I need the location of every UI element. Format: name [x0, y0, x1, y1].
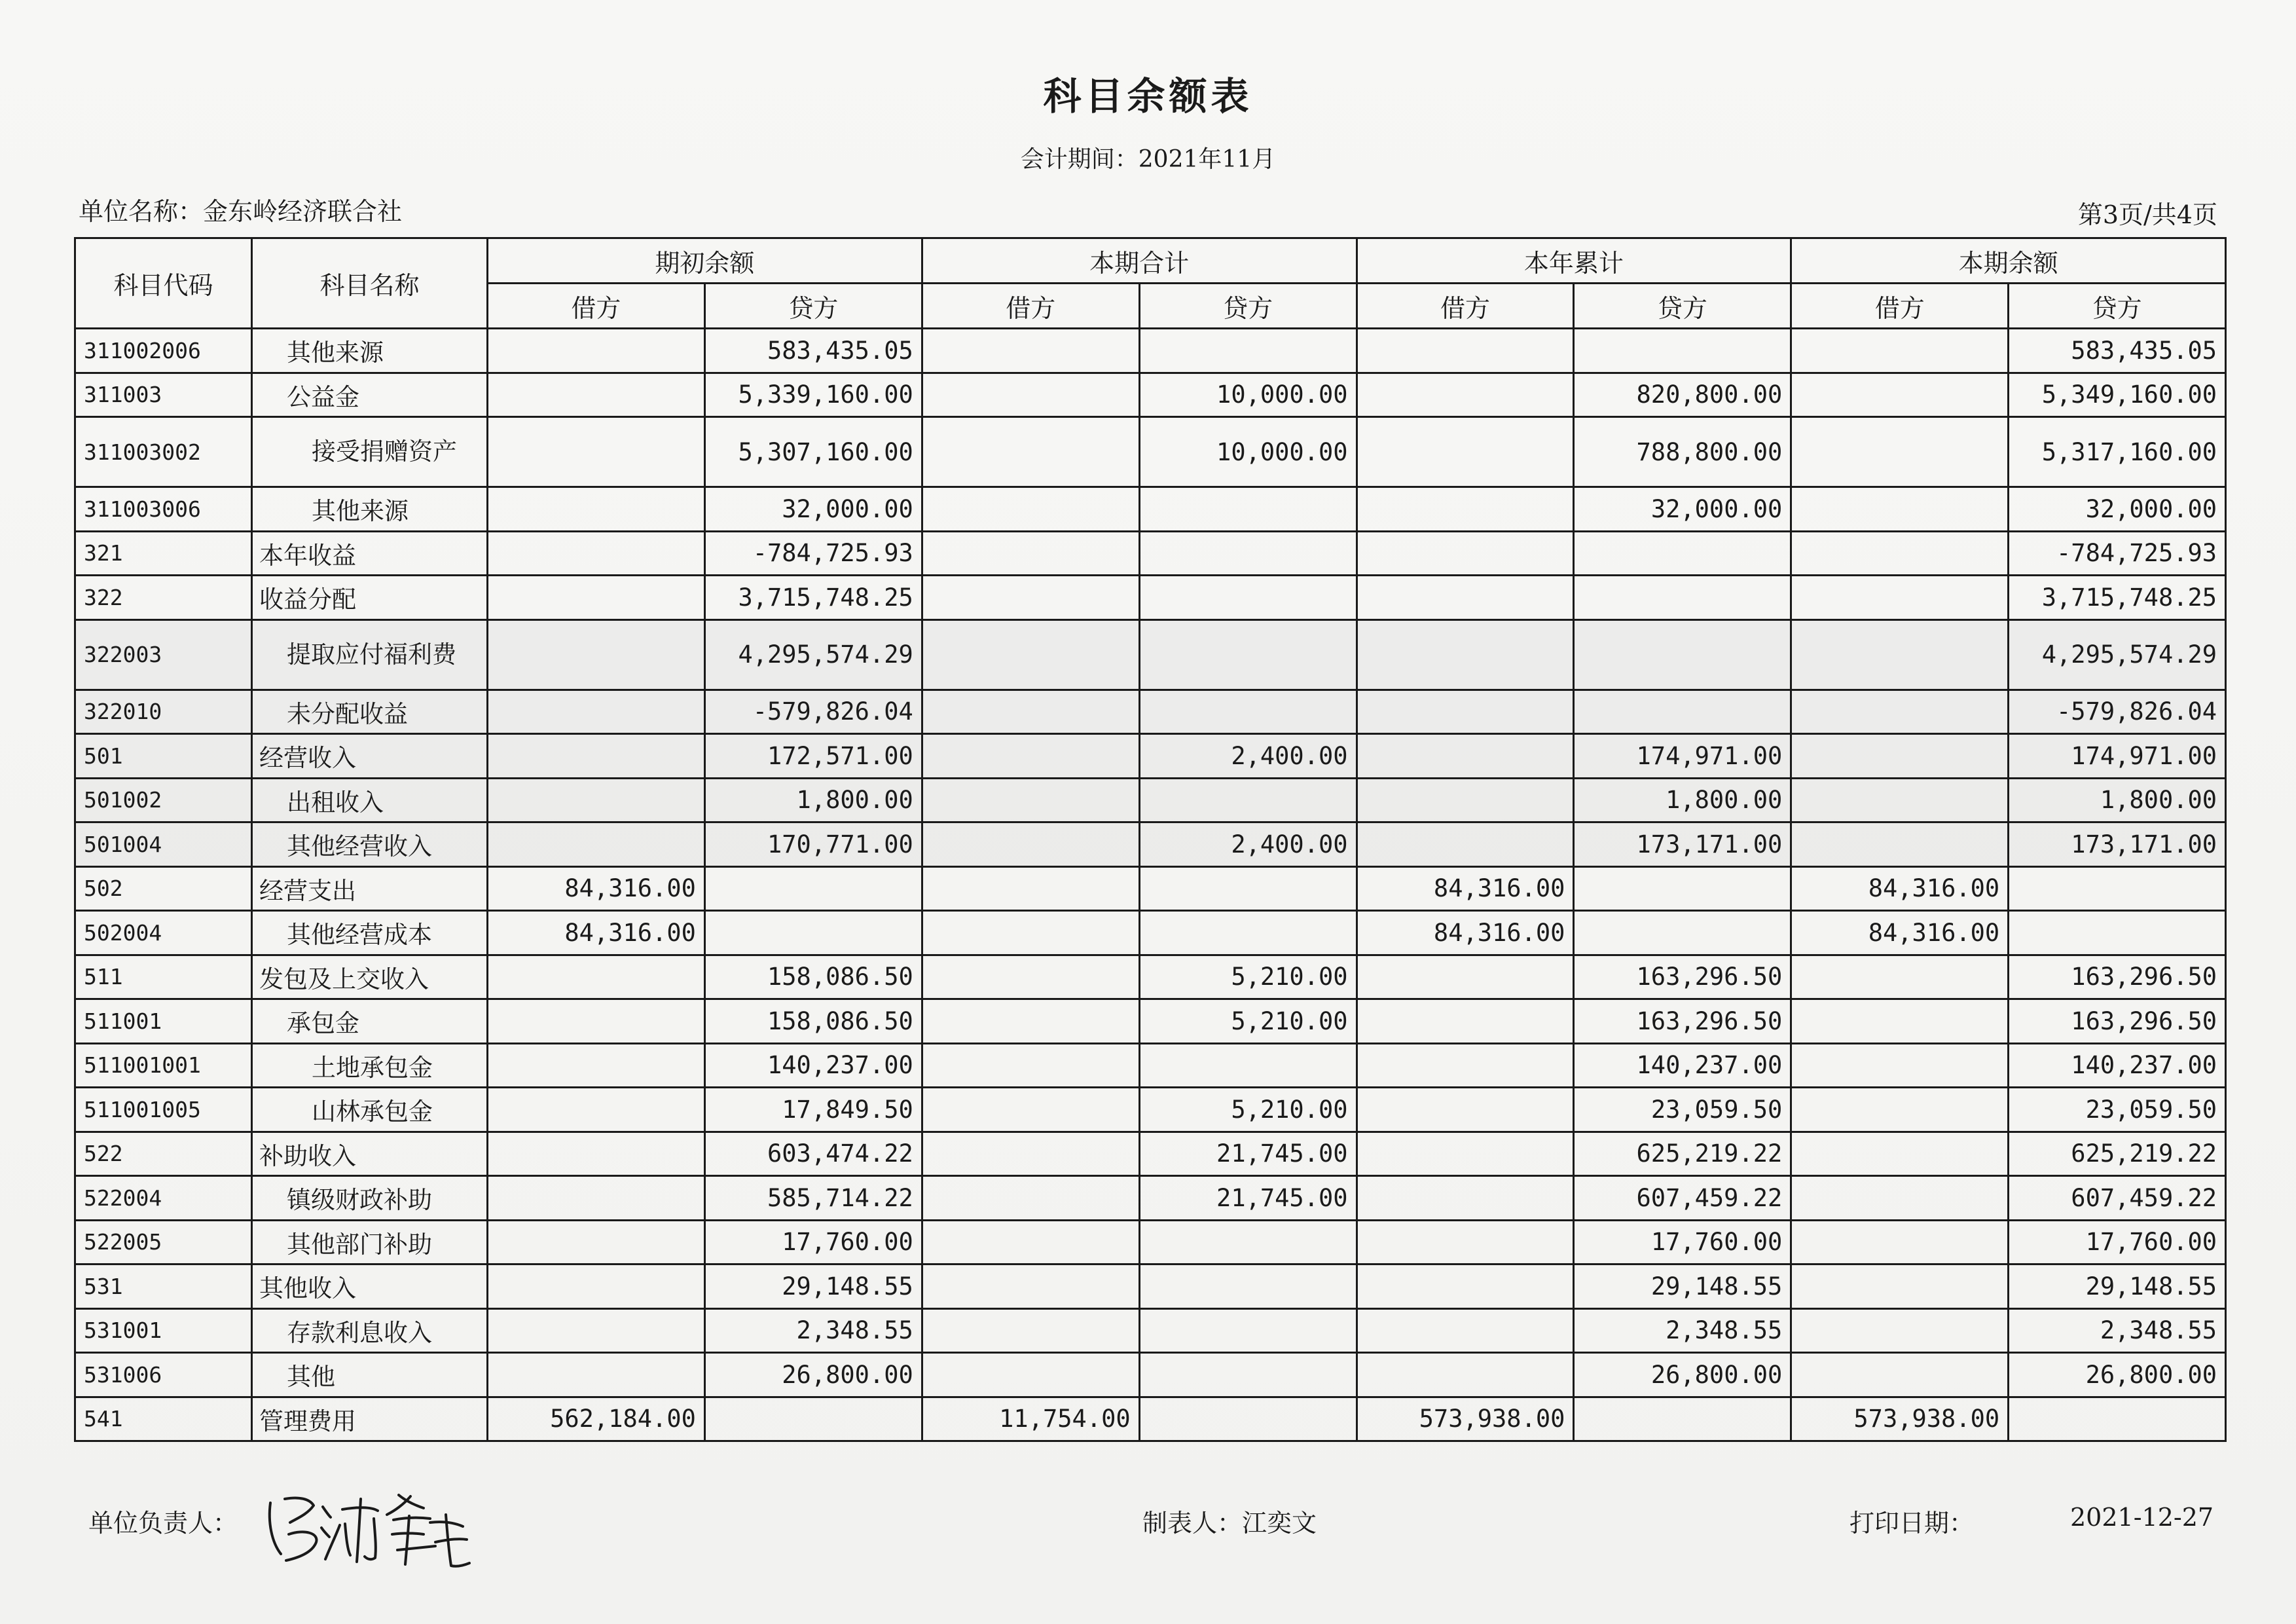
header-debit: 借方 — [488, 284, 705, 329]
account-name-cell: 经营收入 — [252, 734, 488, 779]
closing-debit-cell — [1791, 1043, 2009, 1088]
ytd-debit-cell — [1357, 734, 1574, 779]
period-credit-cell — [1139, 487, 1357, 532]
table-row — [75, 866, 2226, 911]
ytd-debit-cell — [1357, 1308, 1574, 1353]
account-code-cell: 531 — [75, 1264, 252, 1309]
opening-debit-cell — [488, 999, 705, 1044]
closing-debit-cell — [1791, 1264, 2009, 1309]
header-debit: 借方 — [1791, 284, 2009, 329]
opening-credit-cell: -784,725.93 — [704, 531, 922, 576]
period-credit-cell: 10,000.00 — [1139, 417, 1357, 487]
opening-debit-cell — [488, 778, 705, 822]
opening-credit-cell: 4,295,574.29 — [704, 619, 922, 690]
opening-debit-cell — [488, 1176, 705, 1221]
ytd-credit-cell: 163,296.50 — [1574, 955, 1791, 999]
table-row — [75, 1353, 2226, 1397]
account-code-cell: 311003002 — [75, 417, 252, 487]
closing-debit-cell: 573,938.00 — [1791, 1397, 2009, 1441]
period-debit-cell — [922, 866, 1139, 911]
period-debit-cell — [922, 955, 1139, 999]
closing-credit-cell: 174,971.00 — [2009, 734, 2226, 779]
table-row — [75, 955, 2226, 999]
ytd-credit-cell — [1574, 329, 1791, 373]
ytd-debit-cell — [1357, 1088, 1574, 1132]
account-name-cell: 本年收益 — [252, 531, 488, 576]
ytd-credit-cell: 163,296.50 — [1574, 999, 1791, 1044]
period-credit-cell: 21,745.00 — [1139, 1132, 1357, 1176]
closing-debit-cell — [1791, 1308, 2009, 1353]
closing-credit-cell: -579,826.04 — [2009, 690, 2226, 734]
ytd-credit-cell: 2,348.55 — [1574, 1308, 1791, 1353]
ytd-debit-cell — [1357, 999, 1574, 1044]
account-code-cell: 511 — [75, 955, 252, 999]
period-credit-cell — [1139, 1397, 1357, 1441]
closing-credit-cell: 3,715,748.25 — [2009, 576, 2226, 620]
ytd-debit-cell — [1357, 619, 1574, 690]
report-title: 科目余额表 — [1043, 74, 1253, 119]
account-code-cell: 321 — [75, 531, 252, 576]
table-row — [75, 1132, 2226, 1176]
closing-credit-cell: 23,059.50 — [2009, 1088, 2226, 1132]
table-row — [75, 1088, 2226, 1132]
account-name-cell: 发包及上交收入 — [252, 955, 488, 999]
opening-debit-cell — [488, 1043, 705, 1088]
table-row — [75, 329, 2226, 373]
period-credit-cell — [1139, 1353, 1357, 1397]
ytd-credit-cell: 173,171.00 — [1574, 822, 1791, 867]
header-group-period-total: 本期合计 — [922, 238, 1357, 284]
opening-debit-cell — [488, 1264, 705, 1309]
opening-credit-cell: 172,571.00 — [704, 734, 922, 779]
table-row — [75, 1043, 2226, 1088]
table-body — [75, 329, 2226, 1441]
ytd-debit-cell — [1357, 1353, 1574, 1397]
account-name-cell: 其他经营收入 — [252, 822, 488, 867]
opening-credit-cell: 32,000.00 — [704, 487, 922, 532]
ytd-credit-cell: 32,000.00 — [1574, 487, 1791, 532]
closing-credit-cell: 2,348.55 — [2009, 1308, 2226, 1353]
closing-credit-cell: 625,219.22 — [2009, 1132, 2226, 1176]
ytd-credit-cell: 1,800.00 — [1574, 778, 1791, 822]
period-credit-cell: 2,400.00 — [1139, 822, 1357, 867]
ytd-credit-cell: 17,760.00 — [1574, 1220, 1791, 1264]
ytd-debit-cell — [1357, 1132, 1574, 1176]
header-group-opening: 期初余额 — [488, 238, 922, 284]
account-name-cell: 其他 — [252, 1353, 488, 1397]
account-name-cell: 提取应付福利费 — [252, 619, 488, 690]
account-code-cell: 511001005 — [75, 1088, 252, 1132]
closing-credit-cell: -784,725.93 — [2009, 531, 2226, 576]
opening-credit-cell: 158,086.50 — [704, 955, 922, 999]
closing-debit-cell — [1791, 1176, 2009, 1221]
accounting-period: 会计期间：2021年11月 — [1020, 146, 1276, 173]
period-debit-cell — [922, 1043, 1139, 1088]
account-code-cell: 531001 — [75, 1308, 252, 1353]
period-debit-cell — [922, 734, 1139, 779]
table-row — [75, 1397, 2226, 1441]
account-code-cell: 531006 — [75, 1353, 252, 1397]
opening-credit-cell: 5,307,160.00 — [704, 417, 922, 487]
opening-credit-cell: 17,849.50 — [704, 1088, 922, 1132]
table-row — [75, 531, 2226, 576]
period-credit-cell — [1139, 911, 1357, 955]
closing-credit-cell: 5,349,160.00 — [2009, 373, 2226, 417]
period-debit-cell: 11,754.00 — [922, 1397, 1139, 1441]
header-account-code: 科目代码 — [75, 238, 252, 329]
ytd-credit-cell — [1574, 690, 1791, 734]
account-code-cell: 502004 — [75, 911, 252, 955]
closing-debit-cell — [1791, 690, 2009, 734]
opening-credit-cell: 26,800.00 — [704, 1353, 922, 1397]
account-code-cell: 502 — [75, 866, 252, 911]
period-credit-cell — [1139, 690, 1357, 734]
opening-credit-cell: 3,715,748.25 — [704, 576, 922, 620]
period-debit-cell — [922, 373, 1139, 417]
ytd-debit-cell — [1357, 1176, 1574, 1221]
closing-credit-cell — [2009, 866, 2226, 911]
table-row — [75, 417, 2226, 487]
table-row — [75, 911, 2226, 955]
period-debit-cell — [922, 822, 1139, 867]
closing-debit-cell — [1791, 1220, 2009, 1264]
ytd-debit-cell — [1357, 487, 1574, 532]
account-code-cell: 501 — [75, 734, 252, 779]
closing-credit-cell: 163,296.50 — [2009, 999, 2226, 1044]
closing-credit-cell: 607,459.22 — [2009, 1176, 2226, 1221]
header-group-ytd: 本年累计 — [1357, 238, 1791, 284]
account-code-cell: 522 — [75, 1132, 252, 1176]
period-debit-cell — [922, 329, 1139, 373]
unit-name: 单位名称：金东岭经济联合社 — [79, 197, 403, 226]
closing-credit-cell — [2009, 911, 2226, 955]
ytd-debit-cell — [1357, 329, 1574, 373]
closing-credit-cell: 32,000.00 — [2009, 487, 2226, 532]
table-row — [75, 373, 2226, 417]
account-code-cell: 522004 — [75, 1176, 252, 1221]
table-row — [75, 690, 2226, 734]
table-row — [75, 576, 2226, 620]
period-debit-cell — [922, 1088, 1139, 1132]
closing-credit-cell: 163,296.50 — [2009, 955, 2226, 999]
account-code-cell: 501004 — [75, 822, 252, 867]
closing-debit-cell — [1791, 955, 2009, 999]
header-group-closing: 本期余额 — [1791, 238, 2226, 284]
period-credit-cell — [1139, 1264, 1357, 1309]
table-row — [75, 822, 2226, 867]
handwritten-signature — [259, 1477, 475, 1575]
table-row — [75, 1220, 2226, 1264]
ytd-debit-cell — [1357, 955, 1574, 999]
account-code-cell: 511001 — [75, 999, 252, 1044]
print-date-value: 2021-12-27 — [2070, 1503, 2214, 1532]
period-credit-cell — [1139, 619, 1357, 690]
closing-debit-cell: 84,316.00 — [1791, 911, 2009, 955]
ytd-debit-cell: 84,316.00 — [1357, 866, 1574, 911]
ytd-credit-cell — [1574, 866, 1791, 911]
period-debit-cell — [922, 619, 1139, 690]
ytd-debit-cell — [1357, 417, 1574, 487]
period-debit-cell — [922, 1132, 1139, 1176]
opening-debit-cell — [488, 822, 705, 867]
period-credit-cell: 2,400.00 — [1139, 734, 1357, 779]
account-name-cell: 未分配收益 — [252, 690, 488, 734]
opening-credit-cell: 1,800.00 — [704, 778, 922, 822]
table-row — [75, 619, 2226, 690]
closing-debit-cell — [1791, 778, 2009, 822]
opening-debit-cell — [488, 1308, 705, 1353]
opening-debit-cell — [488, 487, 705, 532]
closing-debit-cell — [1791, 576, 2009, 620]
header-credit: 贷方 — [1574, 284, 1791, 329]
ytd-credit-cell: 820,800.00 — [1574, 373, 1791, 417]
period-debit-cell — [922, 690, 1139, 734]
ytd-debit-cell — [1357, 373, 1574, 417]
opening-credit-cell: 17,760.00 — [704, 1220, 922, 1264]
ytd-debit-cell — [1357, 690, 1574, 734]
account-name-cell: 土地承包金 — [252, 1043, 488, 1088]
period-credit-cell: 21,745.00 — [1139, 1176, 1357, 1221]
header-credit: 贷方 — [2009, 284, 2226, 329]
account-name-cell: 其他来源 — [252, 329, 488, 373]
period-debit-cell — [922, 576, 1139, 620]
closing-debit-cell — [1791, 417, 2009, 487]
ytd-credit-cell: 788,800.00 — [1574, 417, 1791, 487]
table-row — [75, 734, 2226, 779]
closing-debit-cell — [1791, 373, 2009, 417]
opening-credit-cell: 29,148.55 — [704, 1264, 922, 1309]
closing-credit-cell: 173,171.00 — [2009, 822, 2226, 867]
closing-debit-cell — [1791, 822, 2009, 867]
period-debit-cell — [922, 778, 1139, 822]
opening-debit-cell — [488, 1353, 705, 1397]
account-code-cell: 322010 — [75, 690, 252, 734]
header-credit: 贷方 — [704, 284, 922, 329]
closing-debit-cell — [1791, 1088, 2009, 1132]
ytd-credit-cell: 140,237.00 — [1574, 1043, 1791, 1088]
opening-credit-cell: 585,714.22 — [704, 1176, 922, 1221]
period-credit-cell: 5,210.00 — [1139, 1088, 1357, 1132]
closing-credit-cell: 583,435.05 — [2009, 329, 2226, 373]
period-credit-cell — [1139, 866, 1357, 911]
closing-credit-cell: 17,760.00 — [2009, 1220, 2226, 1264]
opening-debit-cell — [488, 1088, 705, 1132]
ytd-credit-cell — [1574, 911, 1791, 955]
ytd-debit-cell: 84,316.00 — [1357, 911, 1574, 955]
closing-debit-cell: 84,316.00 — [1791, 866, 2009, 911]
header-credit: 贷方 — [1139, 284, 1357, 329]
ytd-debit-cell — [1357, 778, 1574, 822]
period-credit-cell: 5,210.00 — [1139, 999, 1357, 1044]
closing-debit-cell — [1791, 487, 2009, 532]
closing-debit-cell — [1791, 531, 2009, 576]
account-code-cell: 522005 — [75, 1220, 252, 1264]
closing-credit-cell: 1,800.00 — [2009, 778, 2226, 822]
header-debit: 借方 — [922, 284, 1139, 329]
closing-credit-cell: 140,237.00 — [2009, 1043, 2226, 1088]
account-name-cell: 补助收入 — [252, 1132, 488, 1176]
closing-debit-cell — [1791, 1353, 2009, 1397]
account-code-cell: 541 — [75, 1397, 252, 1441]
ytd-credit-cell: 174,971.00 — [1574, 734, 1791, 779]
opening-debit-cell — [488, 531, 705, 576]
closing-credit-cell: 26,800.00 — [2009, 1353, 2226, 1397]
ytd-credit-cell — [1574, 576, 1791, 620]
account-name-cell: 出租收入 — [252, 778, 488, 822]
table-row — [75, 778, 2226, 822]
period-debit-cell — [922, 1176, 1139, 1221]
table-row — [75, 487, 2226, 532]
account-name-cell: 公益金 — [252, 373, 488, 417]
period-debit-cell — [922, 911, 1139, 955]
ytd-debit-cell: 573,938.00 — [1357, 1397, 1574, 1441]
header-debit: 借方 — [1357, 284, 1574, 329]
period-credit-cell: 5,210.00 — [1139, 955, 1357, 999]
table-header — [75, 238, 2226, 329]
opening-debit-cell: 562,184.00 — [488, 1397, 705, 1441]
closing-credit-cell: 29,148.55 — [2009, 1264, 2226, 1309]
ytd-debit-cell — [1357, 576, 1574, 620]
account-name-cell: 其他来源 — [252, 487, 488, 532]
opening-debit-cell — [488, 1132, 705, 1176]
opening-debit-cell: 84,316.00 — [488, 866, 705, 911]
opening-credit-cell: 140,237.00 — [704, 1043, 922, 1088]
ytd-credit-cell: 26,800.00 — [1574, 1353, 1791, 1397]
opening-credit-cell: -579,826.04 — [704, 690, 922, 734]
print-date-label: 打印日期： — [1850, 1509, 1975, 1538]
opening-debit-cell — [488, 373, 705, 417]
account-name-cell: 其他经营成本 — [252, 911, 488, 955]
closing-credit-cell: 4,295,574.29 — [2009, 619, 2226, 690]
period-debit-cell — [922, 487, 1139, 532]
period-debit-cell — [922, 1308, 1139, 1353]
opening-debit-cell — [488, 955, 705, 999]
account-code-cell: 511001001 — [75, 1043, 252, 1088]
closing-debit-cell — [1791, 619, 2009, 690]
opening-debit-cell — [488, 1220, 705, 1264]
ytd-credit-cell — [1574, 1397, 1791, 1441]
period-credit-cell — [1139, 1220, 1357, 1264]
account-code-cell: 322003 — [75, 619, 252, 690]
closing-credit-cell: 5,317,160.00 — [2009, 417, 2226, 487]
ytd-debit-cell — [1357, 1220, 1574, 1264]
account-name-cell: 其他收入 — [252, 1264, 488, 1309]
closing-debit-cell — [1791, 734, 2009, 779]
ytd-debit-cell — [1357, 1043, 1574, 1088]
period-credit-cell — [1139, 576, 1357, 620]
ytd-credit-cell — [1574, 619, 1791, 690]
ytd-debit-cell — [1357, 531, 1574, 576]
closing-debit-cell — [1791, 999, 2009, 1044]
header-account-name: 科目名称 — [252, 238, 488, 329]
account-code-cell: 311002006 — [75, 329, 252, 373]
account-code-cell: 322 — [75, 576, 252, 620]
table-row — [75, 999, 2226, 1044]
opening-debit-cell: 84,316.00 — [488, 911, 705, 955]
ytd-credit-cell — [1574, 531, 1791, 576]
account-name-cell: 其他部门补助 — [252, 1220, 488, 1264]
balance-table — [74, 237, 2227, 1442]
period-credit-cell — [1139, 1308, 1357, 1353]
page-number: 第3页/共4页 — [2077, 200, 2217, 229]
table-row — [75, 1264, 2226, 1309]
opening-debit-cell — [488, 417, 705, 487]
account-code-cell: 311003 — [75, 373, 252, 417]
ytd-debit-cell — [1357, 1264, 1574, 1309]
opening-credit-cell: 583,435.05 — [704, 329, 922, 373]
period-debit-cell — [922, 1264, 1139, 1309]
opening-credit-cell: 158,086.50 — [704, 999, 922, 1044]
closing-debit-cell — [1791, 329, 2009, 373]
opening-debit-cell — [488, 619, 705, 690]
opening-debit-cell — [488, 734, 705, 779]
period-credit-cell — [1139, 531, 1357, 576]
ytd-credit-cell: 607,459.22 — [1574, 1176, 1791, 1221]
ytd-credit-cell: 29,148.55 — [1574, 1264, 1791, 1309]
unit-head-label: 单位负责人： — [88, 1509, 238, 1538]
account-name-cell: 存款利息收入 — [252, 1308, 488, 1353]
account-name-cell: 经营支出 — [252, 866, 488, 911]
opening-debit-cell — [488, 576, 705, 620]
period-credit-cell — [1139, 778, 1357, 822]
table-row — [75, 1176, 2226, 1221]
period-debit-cell — [922, 1220, 1139, 1264]
account-code-cell: 311003006 — [75, 487, 252, 532]
period-credit-cell — [1139, 329, 1357, 373]
account-name-cell: 收益分配 — [252, 576, 488, 620]
opening-credit-cell — [704, 866, 922, 911]
opening-credit-cell — [704, 1397, 922, 1441]
period-debit-cell — [922, 531, 1139, 576]
ytd-credit-cell: 625,219.22 — [1574, 1132, 1791, 1176]
opening-debit-cell — [488, 329, 705, 373]
account-name-cell: 镇级财政补助 — [252, 1176, 488, 1221]
opening-credit-cell — [704, 911, 922, 955]
account-name-cell: 山林承包金 — [252, 1088, 488, 1132]
period-credit-cell: 10,000.00 — [1139, 373, 1357, 417]
account-name-cell: 管理费用 — [252, 1397, 488, 1441]
table-row — [75, 1308, 2226, 1353]
account-name-cell: 接受捐赠资产 — [252, 417, 488, 487]
ytd-debit-cell — [1357, 822, 1574, 867]
table-maker: 制表人：江奕文 — [1142, 1509, 1317, 1538]
ytd-credit-cell: 23,059.50 — [1574, 1088, 1791, 1132]
account-name-cell: 承包金 — [252, 999, 488, 1044]
closing-credit-cell — [2009, 1397, 2226, 1441]
opening-credit-cell: 170,771.00 — [704, 822, 922, 867]
opening-debit-cell — [488, 690, 705, 734]
account-code-cell: 501002 — [75, 778, 252, 822]
period-debit-cell — [922, 417, 1139, 487]
period-debit-cell — [922, 1353, 1139, 1397]
opening-credit-cell: 5,339,160.00 — [704, 373, 922, 417]
opening-credit-cell: 2,348.55 — [704, 1308, 922, 1353]
period-debit-cell — [922, 999, 1139, 1044]
opening-credit-cell: 603,474.22 — [704, 1132, 922, 1176]
period-credit-cell — [1139, 1043, 1357, 1088]
closing-debit-cell — [1791, 1132, 2009, 1176]
